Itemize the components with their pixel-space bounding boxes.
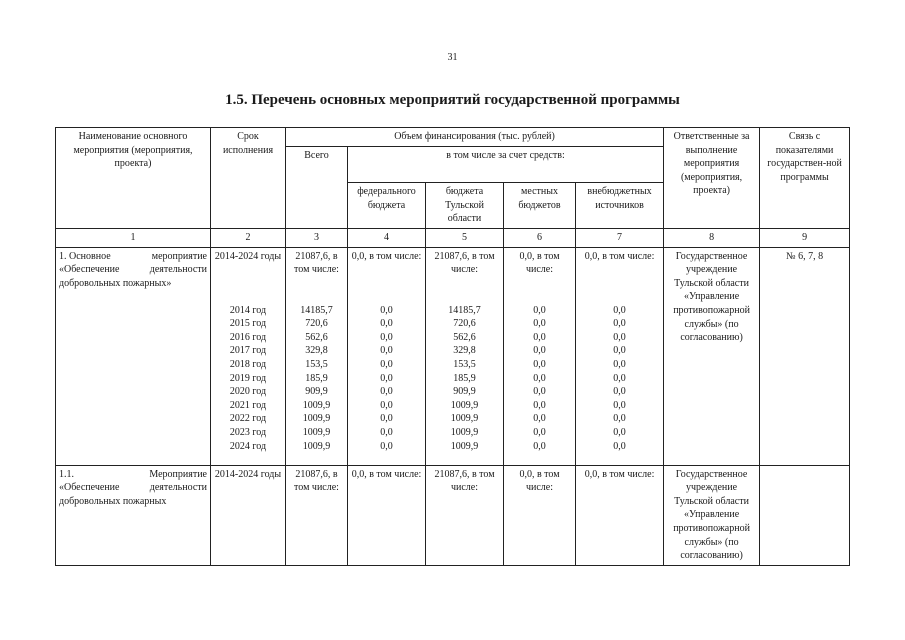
year-value: 329,8 <box>453 345 476 357</box>
year-value: 720,6 <box>453 318 476 330</box>
link-cell: № 6, 7, 8 <box>760 247 850 465</box>
year-value: 14185,7 <box>448 304 481 316</box>
year-value: 0,0 <box>613 413 626 425</box>
federal-cell <box>348 247 426 465</box>
total-by-year <box>289 304 344 454</box>
column-number: 3 <box>286 229 348 248</box>
column-number: 5 <box>426 229 504 248</box>
regional-cell <box>426 247 504 465</box>
year-value: 0,0 <box>613 399 626 411</box>
year-value: 2024 год <box>229 440 267 452</box>
page-title: 1.5. Перечень основных мероприятий государственной программы <box>225 92 680 108</box>
measure-kind: Мероприятие <box>149 468 207 480</box>
extra-summary: 0,0, в том числе: <box>584 250 655 262</box>
measures-table <box>55 127 850 566</box>
year-value: 909,9 <box>305 386 328 398</box>
year-value: 2018 год <box>229 358 267 370</box>
year-value: 14185,7 <box>300 304 333 316</box>
federal-cell: 0,0, в том числе: <box>348 465 426 565</box>
federal-by-year <box>351 304 422 454</box>
measure-name <box>56 247 211 465</box>
year-value: 0,0 <box>380 318 393 330</box>
year-value: 0,0 <box>613 331 626 343</box>
measure-title: «Обеспечение деятельности добровольных пожарных» <box>59 264 207 289</box>
column-number: 1 <box>56 229 211 248</box>
year-value: 2023 год <box>229 426 267 438</box>
year-value: 0,0 <box>613 304 626 316</box>
year-value: 0,0 <box>533 372 546 384</box>
column-number-row <box>56 229 850 248</box>
year-value: 0,0 <box>613 386 626 398</box>
column-number: 6 <box>504 229 576 248</box>
year-value: 185,9 <box>305 372 328 384</box>
year-value: 0,0 <box>533 426 546 438</box>
year-value: 2019 год <box>229 372 267 384</box>
year-value: 0,0 <box>613 358 626 370</box>
link-cell <box>760 465 850 565</box>
column-number: 7 <box>576 229 664 248</box>
year-value: 0,0 <box>533 413 546 425</box>
year-value: 1009,9 <box>450 399 479 411</box>
year-value: 1009,9 <box>450 413 479 425</box>
header-sources: в том числе за счет средств: <box>348 146 664 183</box>
extra-cell <box>576 247 664 465</box>
year-value: 0,0 <box>533 345 546 357</box>
year-list <box>214 304 282 454</box>
total-summary: 21087,6, в том числе: <box>294 250 339 276</box>
year-value: 0,0 <box>380 399 393 411</box>
regional-by-year <box>429 304 500 454</box>
extra-cell: 0,0, в том числе: <box>576 465 664 565</box>
year-value: 0,0 <box>613 372 626 384</box>
regional-summary: 21087,6, в том числе: <box>434 250 495 276</box>
year-value: 0,0 <box>380 345 393 357</box>
year-value: 1009,9 <box>302 399 331 411</box>
header-term: Срок исполнения <box>211 128 286 229</box>
year-value: 1009,9 <box>302 440 331 452</box>
year-value: 0,0 <box>380 372 393 384</box>
year-value: 0,0 <box>380 413 393 425</box>
year-value: 0,0 <box>533 331 546 343</box>
header-name: Наименование основного мероприятия (мероприятия, проекта) <box>56 128 211 229</box>
total-cell <box>286 247 348 465</box>
term-cell: 2014-2024 годы <box>211 465 286 565</box>
year-value: 0,0 <box>613 440 626 452</box>
year-value: 562,6 <box>305 331 328 343</box>
year-value: 0,0 <box>533 386 546 398</box>
year-value: 0,0 <box>533 440 546 452</box>
year-value: 0,0 <box>533 304 546 316</box>
year-value: 2016 год <box>229 331 267 343</box>
year-value: 2021 год <box>229 399 267 411</box>
year-value: 0,0 <box>533 358 546 370</box>
header-local: местных бюджетов <box>504 183 576 229</box>
local-summary: 0,0, в том числе: <box>519 250 560 276</box>
year-value: 0,0 <box>613 318 626 330</box>
responsible-cell: Государственное учреждение Тульской области «Управление противопожарной службы» (по согласованию) <box>664 465 760 565</box>
header-regional: бюджета Тульской области <box>426 183 504 229</box>
year-value: 2017 год <box>229 345 267 357</box>
year-value: 0,0 <box>380 426 393 438</box>
year-value: 0,0 <box>380 304 393 316</box>
year-value: 185,9 <box>453 372 476 384</box>
header-row-1 <box>56 128 850 147</box>
year-value: 0,0 <box>380 358 393 370</box>
year-value: 909,9 <box>453 386 476 398</box>
year-value: 0,0 <box>380 386 393 398</box>
year-value: 1009,9 <box>302 426 331 438</box>
header-total: Всего <box>286 146 348 228</box>
year-value: 1009,9 <box>450 440 479 452</box>
year-value: 0,0 <box>613 426 626 438</box>
measure-number: 1. Основное <box>59 250 111 262</box>
column-number: 4 <box>348 229 426 248</box>
year-value: 153,5 <box>453 358 476 370</box>
year-value: 153,5 <box>305 358 328 370</box>
header-extra: внебюджетных источников <box>576 183 664 229</box>
term-cell <box>211 247 286 465</box>
column-number: 8 <box>664 229 760 248</box>
responsible-cell: Государственное учреждение Тульской области «Управление противопожарной службы» (по согласованию) <box>664 247 760 465</box>
column-number: 2 <box>211 229 286 248</box>
table-row <box>56 465 850 565</box>
year-value: 2015 год <box>229 318 267 330</box>
header-link: Связь с показателями государствен-ной программы <box>760 128 850 229</box>
header-responsible: Ответственные за выполнение мероприятия (мероприятия, проекта) <box>664 128 760 229</box>
total-cell: 21087,6, в том числе: <box>286 465 348 565</box>
measure-kind: мероприятие <box>151 250 207 262</box>
year-value: 2020 год <box>229 386 267 398</box>
local-by-year <box>507 304 572 454</box>
measure-title: «Обеспечение деятельности добровольных пожарных <box>59 482 207 507</box>
regional-cell: 21087,6, в том числе: <box>426 465 504 565</box>
term-period: 2014-2024 годы <box>214 250 282 262</box>
year-value: 329,8 <box>305 345 328 357</box>
year-value: 2022 год <box>229 413 267 425</box>
year-value: 0,0 <box>533 399 546 411</box>
table-row <box>56 247 850 465</box>
year-value: 1009,9 <box>302 413 331 425</box>
local-cell: 0,0, в том числе: <box>504 465 576 565</box>
header-federal: федерального бюджета <box>348 183 426 229</box>
measure-name <box>56 465 211 565</box>
measure-number: 1.1. <box>59 468 74 480</box>
year-value: 562,6 <box>453 331 476 343</box>
year-value: 1009,9 <box>450 426 479 438</box>
year-value: 2014 год <box>229 304 267 316</box>
column-number: 9 <box>760 229 850 248</box>
local-cell <box>504 247 576 465</box>
year-value: 0,0 <box>533 318 546 330</box>
page-number: 31 <box>447 52 458 63</box>
extra-by-year <box>579 304 660 454</box>
year-value: 0,0 <box>380 440 393 452</box>
federal-summary: 0,0, в том числе: <box>351 250 422 262</box>
header-funding: Объем финансирования (тыс. рублей) <box>286 128 664 147</box>
year-value: 720,6 <box>305 318 328 330</box>
year-value: 0,0 <box>380 331 393 343</box>
year-value: 0,0 <box>613 345 626 357</box>
